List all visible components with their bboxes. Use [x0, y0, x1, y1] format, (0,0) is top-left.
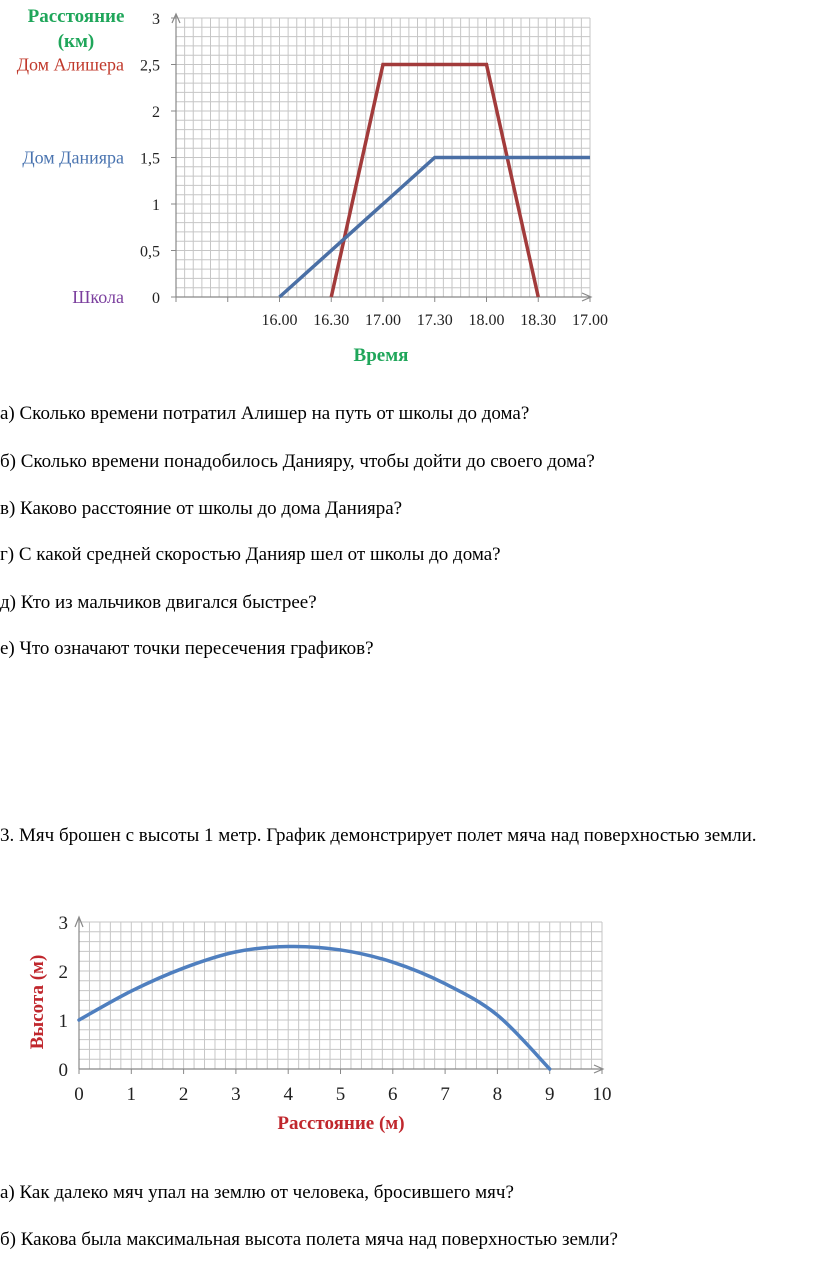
problem-3-statement: 3. Мяч брошен с высоты 1 метр. График демонстрирует полет мяча над поверхностью земли.: [0, 825, 757, 846]
x-tick-label: 7: [440, 1084, 450, 1105]
chart1-labels: [17, 11, 608, 329]
place-label: Дом Алишера: [16, 54, 124, 75]
x-tick-label: 17.00: [365, 312, 401, 329]
x-tick-label: 17.00: [572, 312, 608, 329]
x-tick-label: 17.30: [416, 312, 453, 329]
x-tick-label: 0: [74, 1084, 84, 1105]
y-tick-label: 1: [58, 1011, 68, 1032]
x-tick-label: 2: [178, 1084, 189, 1105]
x-tick-label: 16.30: [313, 312, 350, 329]
x-tick-label: 4: [283, 1084, 293, 1105]
question-2a: а) Как далеко мяч упал на землю от человека, бросившего мяч?: [0, 1182, 514, 1203]
y-tick-label: 3: [152, 11, 160, 28]
x-tick-label: 16.00: [261, 312, 298, 329]
place-label: Дом Данияра: [22, 147, 124, 168]
y-tick-label: 0,5: [140, 243, 160, 261]
x-tick-label: 8: [492, 1084, 503, 1105]
x-tick-label: 5: [335, 1084, 346, 1105]
y-tick-label: 2: [58, 962, 68, 983]
y-axis-title-line2: (км): [57, 31, 95, 52]
y-tick-label: 2,5: [140, 57, 160, 75]
ball-flight-chart: [0, 905, 816, 1135]
x-tick-label: 9: [544, 1084, 555, 1105]
y-tick-label: 0: [152, 290, 160, 307]
question-v: в) Каково расстояние от школы до дома Данияра?: [0, 498, 403, 519]
chart2-grid: [79, 922, 602, 1069]
place-label: Школа: [72, 287, 124, 307]
x-tick-label: 6: [388, 1084, 398, 1105]
x-tick-label: 3: [231, 1084, 241, 1105]
question-e: е) Что означают точки пересечения графиков?: [0, 638, 374, 659]
chart2-axes: [75, 917, 603, 1074]
question-d: д) Кто из мальчиков двигался быстрее?: [0, 592, 317, 613]
y-tick-label: 0: [58, 1060, 68, 1081]
x-tick-label: 10: [592, 1084, 612, 1105]
y-tick-label: 2: [152, 104, 160, 121]
x-tick-label: 18.00: [468, 312, 505, 329]
x-axis-title: Время: [353, 345, 409, 366]
distance-time-chart: [0, 0, 816, 380]
question-2b: б) Какова была максимальная высота полета мяча над поверхностью земли?: [0, 1229, 618, 1250]
question-b: б) Сколько времени понадобилось Данияру, чтобы дойти до своего дома?: [0, 451, 595, 472]
y-tick-label: 3: [58, 913, 68, 934]
question-g: г) С какой средней скоростью Данияр шел от школы до дома?: [0, 544, 501, 565]
chart2-series: [79, 946, 550, 1069]
x-tick-label: 18.30: [520, 312, 557, 329]
x-tick-label: 1: [126, 1084, 137, 1105]
y-tick-label: 1,5: [140, 150, 160, 168]
y-axis-title: Высота (м): [27, 954, 48, 1050]
x-axis-title: Расстояние (м): [277, 1113, 405, 1134]
y-axis-title-line1: Расстояние: [27, 6, 125, 27]
y-tick-label: 1: [152, 197, 160, 214]
question-a: а) Сколько времени потратил Алишер на путь от школы до дома?: [0, 403, 530, 424]
series-line: [79, 946, 550, 1069]
